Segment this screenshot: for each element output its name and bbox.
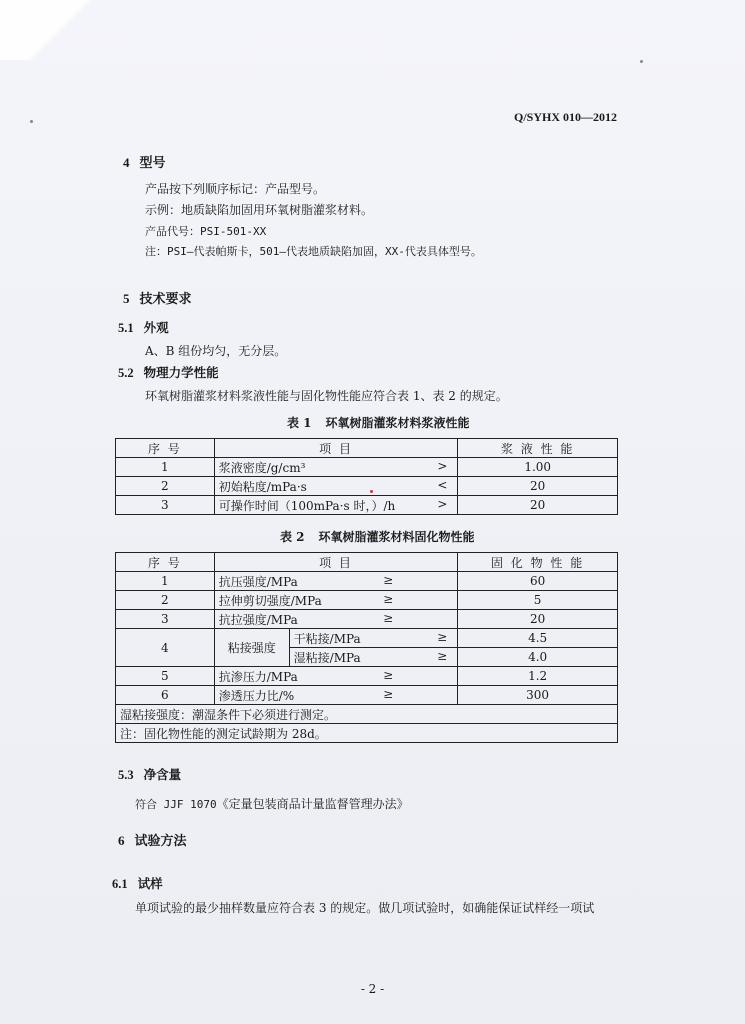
section-6-heading: 6 试验方法	[118, 833, 187, 849]
row-subitem: 干粘接/MPa ≥	[289, 629, 458, 648]
document-code: Q/SYHX 010—2012	[513, 110, 617, 124]
comparison-symbol: ≥	[437, 629, 448, 644]
row-number: 3	[116, 496, 215, 515]
section-5-2-para: 环氧树脂灌浆材料浆液性能与固化物性能应符合表 1、表 2 的规定。	[145, 389, 508, 403]
row-value: 300	[458, 686, 618, 705]
table-header: 序 号	[116, 553, 215, 572]
row-value: 20	[458, 477, 618, 496]
table-header-row	[116, 553, 618, 572]
table-note: 注：固化物性能的测定试龄期为 28d。	[116, 724, 618, 743]
table-header: 序 号	[116, 439, 215, 458]
row-item: 可操作时间（100mPa·s 时，）/h >	[214, 496, 458, 515]
row-value: 60	[458, 572, 618, 591]
section-5-2-heading: 5.2 物理力学性能	[118, 365, 219, 380]
table-row	[116, 629, 618, 648]
row-item: 抗压强度/MPa ≥	[214, 572, 457, 591]
page-number: - 2 -	[360, 982, 385, 996]
table-row	[116, 686, 618, 705]
section-4-para-1: 产品按下列顺序标记：产品型号。	[145, 182, 326, 196]
row-number: 5	[116, 667, 215, 686]
comparison-symbol: ≥	[383, 610, 394, 625]
section-5-1-heading: 5.1 外观	[118, 320, 169, 335]
row-item: 初始粘度/mPa·s <	[214, 477, 458, 496]
comparison-symbol: <	[437, 477, 448, 492]
table-row	[116, 591, 618, 610]
comparison-symbol: >	[437, 496, 448, 511]
row-value: 20	[458, 610, 618, 629]
comparison-symbol: ≥	[383, 591, 394, 606]
table-row	[116, 477, 618, 496]
row-value: 1.2	[458, 667, 618, 686]
row-value: 20	[458, 496, 618, 515]
row-number: 4	[116, 629, 215, 667]
row-item: 抗渗压力/MPa ≥	[214, 667, 457, 686]
table-note-row	[116, 705, 618, 724]
table-1-caption: 表 1 环氧树脂灌浆材料浆液性能	[287, 416, 470, 430]
row-number: 1	[116, 572, 215, 591]
table-header: 项 目	[214, 439, 458, 458]
page-fold-shadow	[0, 0, 120, 60]
row-item: 粘接强度	[214, 629, 289, 667]
section-5-heading: 5 技术要求	[123, 291, 192, 307]
table-note: 湿粘接强度：潮湿条件下必须进行测定。	[116, 705, 618, 724]
table-2-caption: 表 2 环氧树脂灌浆材料固化物性能	[280, 530, 475, 544]
row-item: 渗透压力比/% ≥	[214, 686, 457, 705]
table-row	[116, 496, 618, 515]
table-note-row	[116, 724, 618, 743]
row-item: 拉伸剪切强度/MPa ≥	[214, 591, 457, 610]
table-header: 项 目	[214, 553, 457, 572]
comparison-symbol: ≥	[437, 648, 448, 663]
row-number: 2	[116, 591, 215, 610]
scan-speck	[640, 60, 643, 63]
table-header-row	[116, 439, 618, 458]
section-6-1-heading: 6.1 试样	[112, 876, 163, 891]
table-row	[116, 610, 618, 629]
table-1	[115, 438, 618, 515]
table-row	[116, 572, 618, 591]
row-item: 浆液密度/g/cm³ >	[214, 458, 458, 477]
section-5-3-heading: 5.3 净含量	[118, 767, 182, 782]
section-6-1-para: 单项试验的最少抽样数量应符合表 3 的规定。做几项试验时，如确能保证试样经一项试	[135, 901, 595, 915]
row-number: 2	[116, 477, 215, 496]
table-row	[116, 667, 618, 686]
section-5-1-para: A、B 组份均匀，无分层。	[145, 344, 287, 358]
comparison-symbol: ≥	[383, 686, 394, 701]
table-header: 浆 液 性 能	[458, 439, 618, 458]
section-4-para-2: 示例：地质缺陷加固用环氧树脂灌浆材料。	[145, 203, 374, 217]
section-4-heading: 4 型号	[123, 155, 166, 171]
section-5-3-para: 符合 JJF 1070《定量包装商品计量监督管理办法》	[135, 797, 409, 811]
row-number: 3	[116, 610, 215, 629]
comparison-symbol: >	[437, 458, 448, 473]
row-subitem: 湿粘接/MPa ≥	[289, 648, 458, 667]
comparison-symbol: ≥	[383, 572, 394, 587]
comparison-symbol: ≥	[383, 667, 394, 682]
row-value: 4.5	[458, 629, 618, 648]
section-4-para-4: 注：PSI—代表帕斯卡，501—代表地质缺陷加固，XX-代表具体型号。	[145, 245, 482, 258]
table-header: 固 化 物 性 能	[458, 553, 618, 572]
scan-speck	[30, 120, 33, 123]
row-value: 5	[458, 591, 618, 610]
table-row	[116, 458, 618, 477]
row-number: 6	[116, 686, 215, 705]
table-2	[115, 552, 618, 743]
section-4-para-3: 产品代号：PSI-501-XX	[145, 225, 267, 238]
row-item: 抗拉强度/MPa ≥	[214, 610, 457, 629]
row-value: 1.00	[458, 458, 618, 477]
row-number: 1	[116, 458, 215, 477]
row-value: 4.0	[458, 648, 618, 667]
